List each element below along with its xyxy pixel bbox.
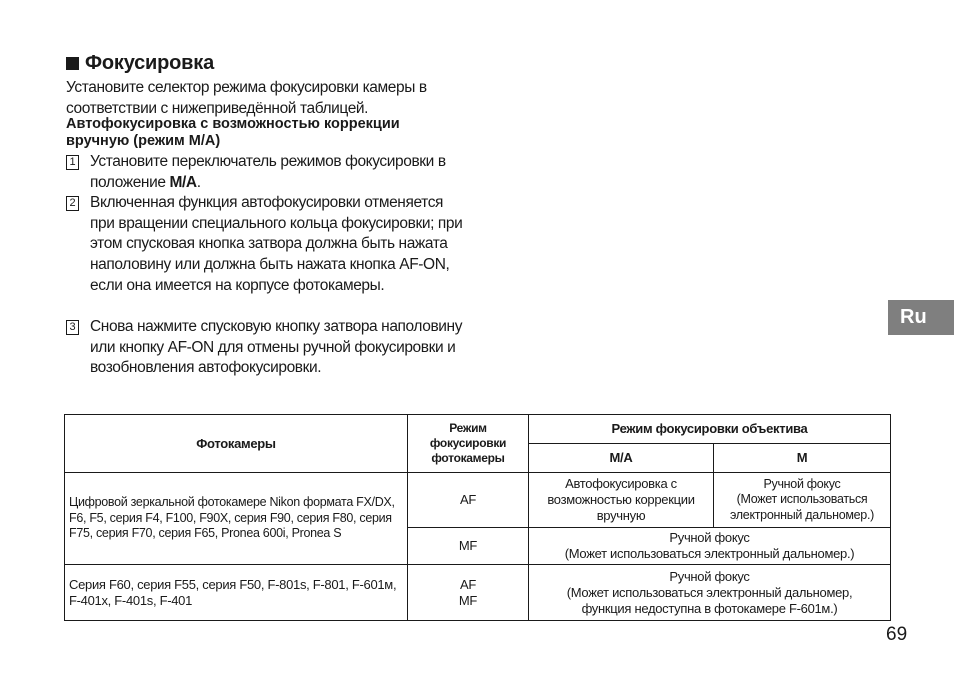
- step-bold-mode: M/A: [169, 173, 197, 191]
- table-cell-mode-af-mf: AF MF: [408, 565, 529, 621]
- header-m: M: [714, 444, 891, 473]
- section-heading: [66, 52, 214, 75]
- step-text: Включенная функция автофокусировки отменяется при вращении специального кольца фокусировки; при этом спусковая кнопка затвора должна быть нажата наполовину или должна быть нажата кнопка AF-ON, если она имеется на корпусе фотокамеры.: [90, 194, 463, 294]
- table-cell-mode-af: AF: [408, 473, 529, 528]
- step-number: 2: [66, 196, 79, 211]
- table-cell-cameras-row1: Цифровой зеркальной фотокамере Nikon формата FX/DX, F6, F5, серия F4, F100, F90X, серия F90, серия F80, серия F75, серия F70, серия F65, Pronea 600i, Pronea S: [65, 473, 408, 565]
- header-camera-focus-mode: Режим фокусировки фотокамеры: [408, 415, 529, 473]
- section-heading-text: Фокусировка: [85, 52, 215, 74]
- header-lens-focus-mode: Режим фокусировки объектива: [529, 415, 891, 444]
- table-cell-af-m: Ручной фокус (Может использоваться электронный дальномер.): [714, 473, 891, 528]
- square-bullet-icon: [66, 57, 79, 70]
- page-number: 69: [886, 624, 908, 645]
- header-cameras: Фотокамеры: [65, 415, 408, 473]
- step-number: 1: [66, 155, 79, 170]
- subheading: Автофокусировка с возможностью коррекции вручную (режим M/A): [66, 116, 400, 149]
- table-cell-cameras-row2: Серия F60, серия F55, серия F50, F-801s, F-801, F-601м, F-401x, F-401s, F-401: [65, 565, 408, 621]
- language-tab: Ru: [888, 300, 954, 335]
- focus-mode-table: [64, 414, 891, 621]
- step-2: [66, 193, 466, 297]
- step-3: [66, 317, 466, 379]
- step-1: 1 Установите переключатель режимов фокусировки в положение M/A.: [66, 152, 466, 193]
- table-cell-row2-lens: Ручной фокус (Может использоваться электронный дальномер, функция недоступна в фотокамере F-601м.): [529, 565, 891, 621]
- intro-paragraph: Установите селектор режима фокусировки камеры в соответствии с нижеприведённой таблицей.: [66, 79, 427, 117]
- header-ma: M/A: [529, 444, 714, 473]
- step-text: Установите переключатель режимов фокусировки в положение: [90, 153, 446, 191]
- table-cell-mf-lens: Ручной фокус (Может использоваться электронный дальномер.): [529, 528, 891, 565]
- table-cell-af-ma: Автофокусировка с возможностью коррекции вручную: [529, 473, 714, 528]
- step-number: 3: [66, 320, 79, 335]
- table-cell-mode-mf: MF: [408, 528, 529, 565]
- step-text: Снова нажмите спусковую кнопку затвора наполовину или кнопку AF-ON для отмены ручной фокусировки и возобновления автофокусировки.: [90, 318, 463, 377]
